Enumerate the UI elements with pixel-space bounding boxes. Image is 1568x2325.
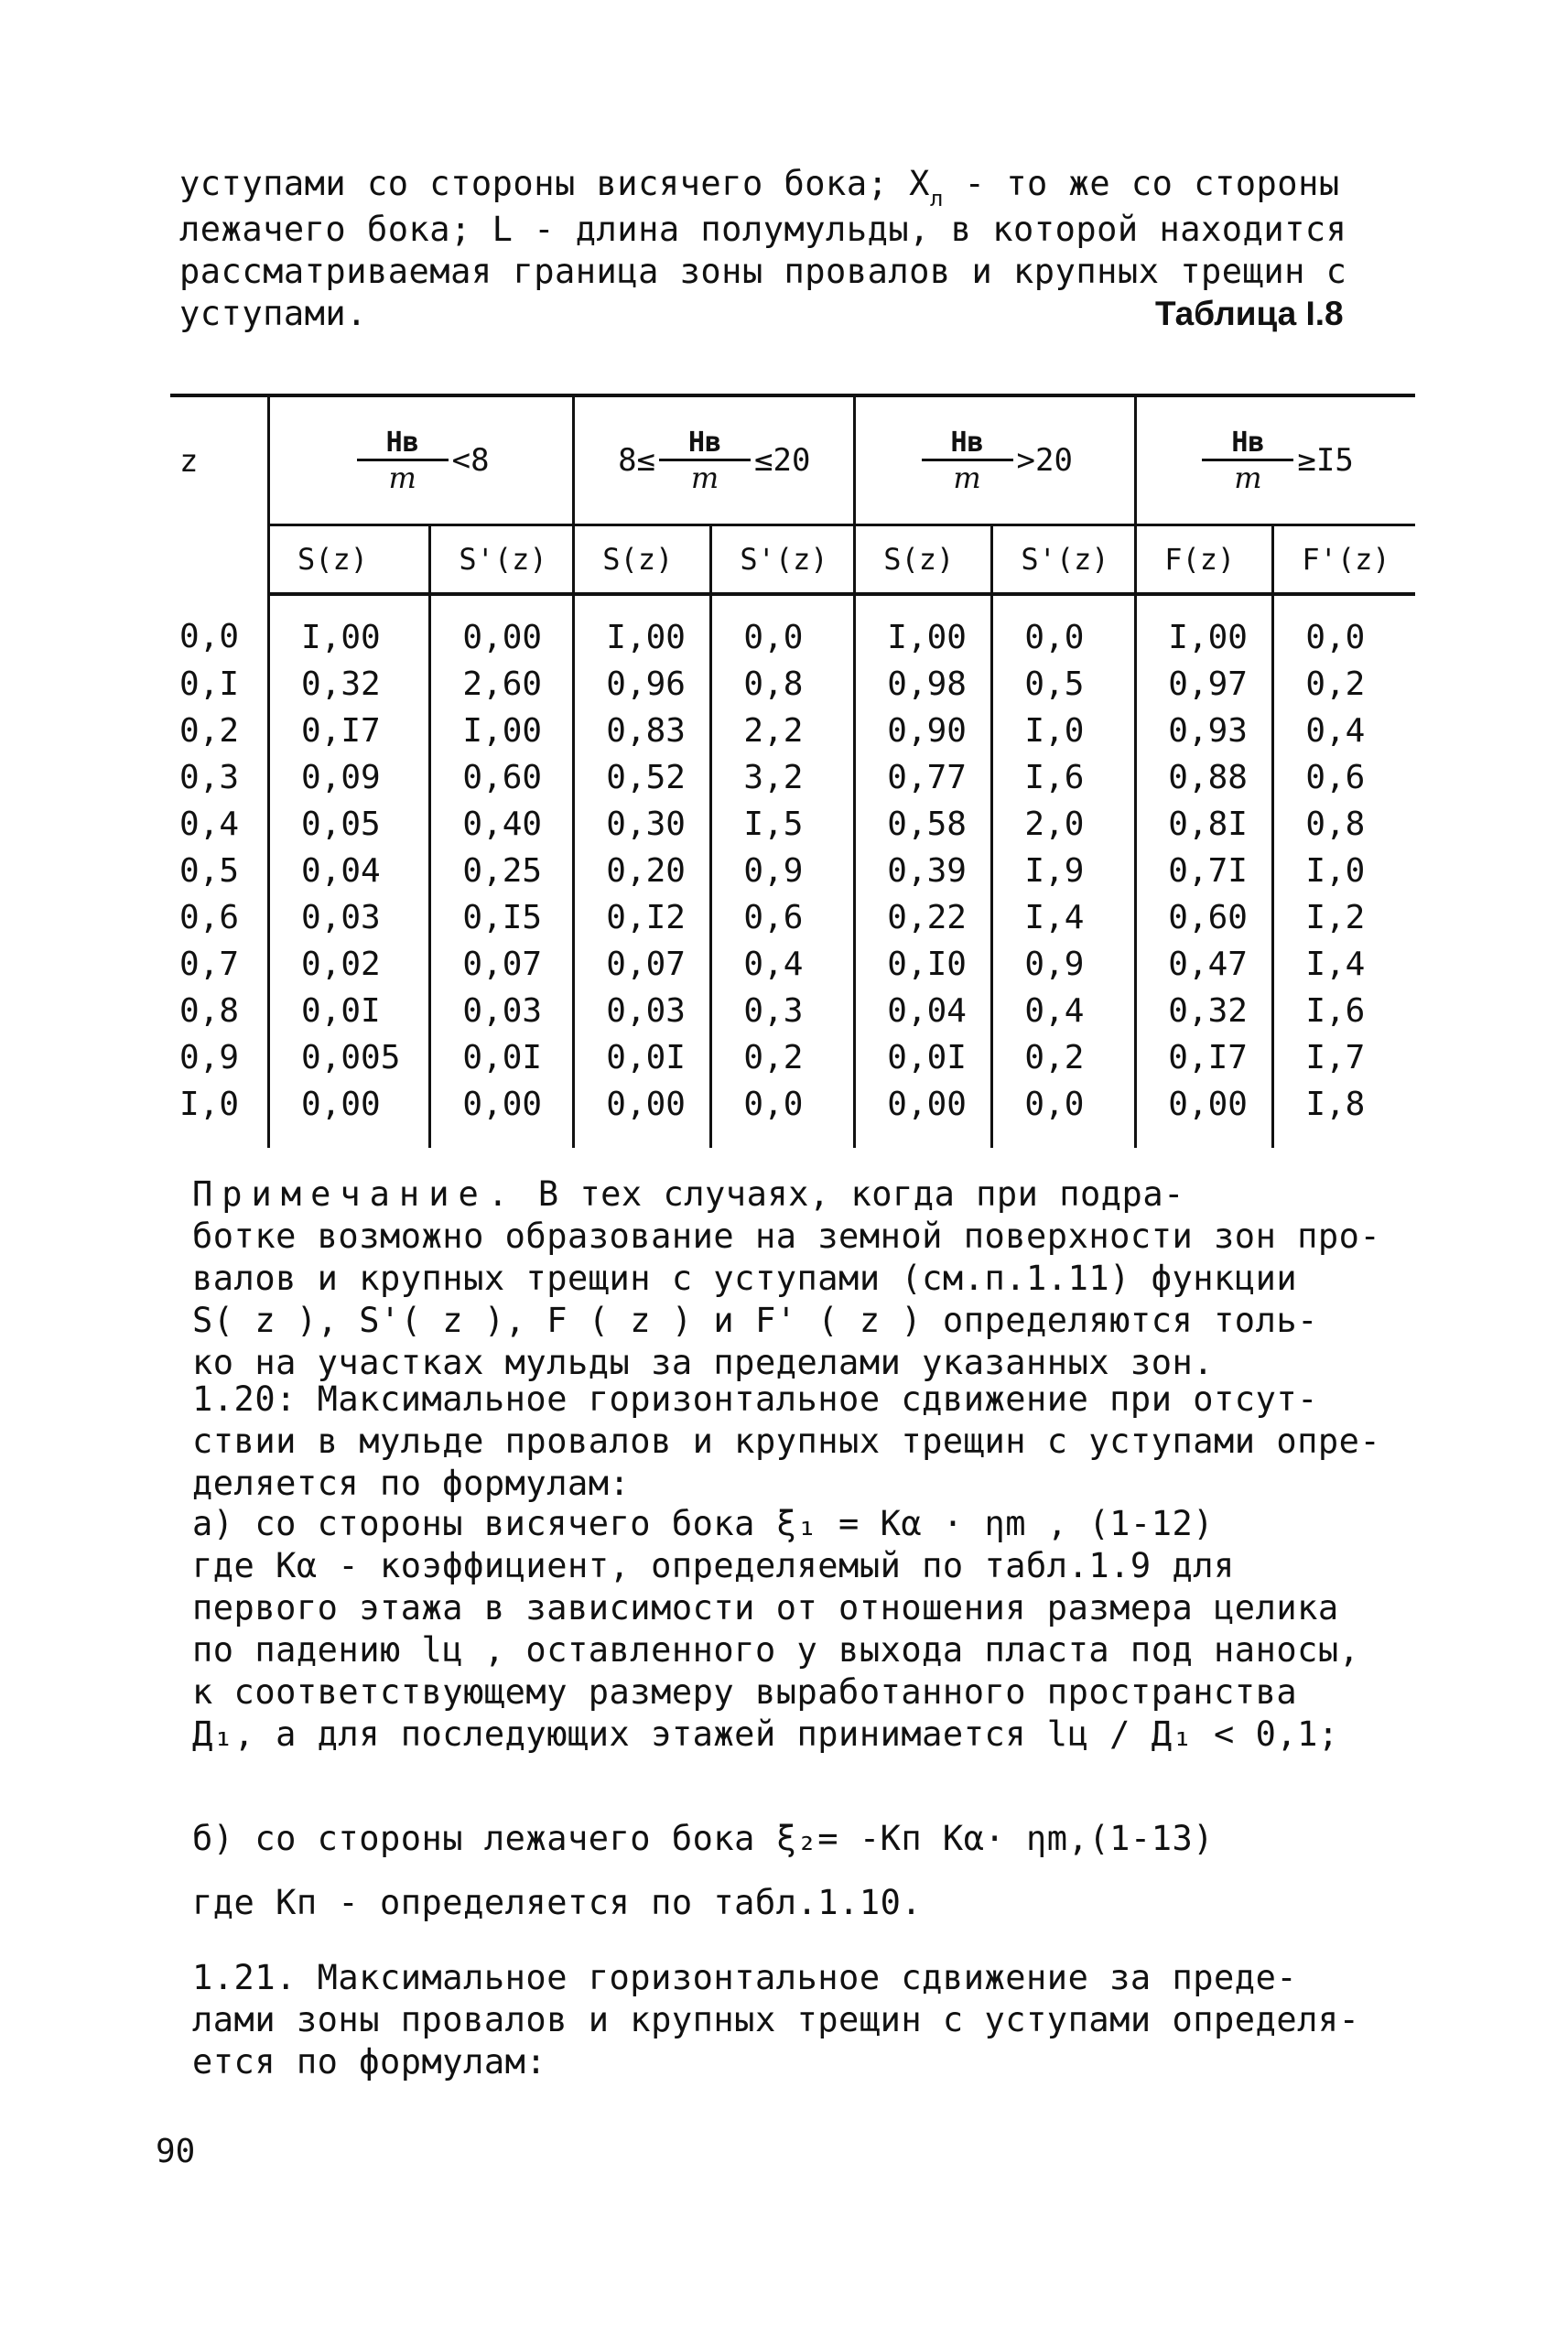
table-cell: I,6 bbox=[992, 754, 1136, 801]
section-1-20-paragraph bbox=[192, 1379, 1419, 1505]
z-value-cell: 0,4 bbox=[179, 806, 240, 843]
table-row bbox=[170, 594, 1415, 661]
p121-line-1: 1.21. Максимальное горизонтальное сдвижение за преде- bbox=[192, 1958, 1298, 1997]
note-line-5: ко на участках мульды за пределами указанных зон. bbox=[192, 1343, 1215, 1382]
table-cell: 0,93 bbox=[1136, 708, 1273, 754]
table-cell: 0,04 bbox=[855, 988, 992, 1034]
table-cell: I,2 bbox=[1273, 894, 1415, 941]
table-cell: 0,83 bbox=[574, 708, 711, 754]
z-value-cell: 0,0 bbox=[179, 618, 240, 655]
table-cell: 0,20 bbox=[574, 848, 711, 894]
sub-header-s: S(z) bbox=[574, 525, 711, 595]
table-cell: 0,22 bbox=[855, 894, 992, 941]
group-4-denominator: m bbox=[1234, 460, 1262, 495]
p120-line-2: ствии в мульде провалов и крупных трещин с уступами опре- bbox=[192, 1422, 1381, 1461]
intro-line-1-tail: - то же со стороны bbox=[943, 164, 1340, 203]
table-body bbox=[170, 594, 1415, 1148]
table-cell: 0,0 bbox=[711, 1081, 855, 1148]
group-3-suffix: >20 bbox=[1016, 442, 1073, 479]
table-cell: I,00 bbox=[269, 594, 430, 661]
note-line-4: S( z ), S'( z ), F ( z ) и F' ( z ) определяются толь- bbox=[192, 1301, 1318, 1340]
table-cell: 0,03 bbox=[269, 894, 430, 941]
pa-line-5: к соответствующему размеру выработанного пространства bbox=[192, 1672, 1298, 1712]
table-cell: 0,07 bbox=[430, 941, 574, 988]
z-value-cell: 0,5 bbox=[179, 852, 240, 890]
table-cell: 0,I0 bbox=[855, 941, 992, 988]
table-cell: 0,07 bbox=[574, 941, 711, 988]
table-cell: I,0 bbox=[992, 708, 1136, 754]
table-cell: 0,00 bbox=[855, 1081, 992, 1148]
note-title: Примечание. bbox=[192, 1174, 518, 1214]
table-row bbox=[170, 1081, 1415, 1148]
table-cell: 0,09 bbox=[269, 754, 430, 801]
table-cell: 0,6 bbox=[711, 894, 855, 941]
table-cell: 0,3 bbox=[711, 988, 855, 1034]
group-3-fraction bbox=[922, 427, 1013, 494]
table-cell: 0,0I bbox=[430, 1034, 574, 1081]
group-3-numerator: Hв bbox=[950, 426, 984, 459]
table-cell: I,9 bbox=[992, 848, 1136, 894]
table-cell: 0,25 bbox=[430, 848, 574, 894]
table-cell: 0,9 bbox=[992, 941, 1136, 988]
section-1-21-paragraph bbox=[192, 1957, 1419, 2083]
intro-line-3: рассматриваемая граница зоны провалов и крупных трещин с bbox=[179, 252, 1347, 291]
table-row bbox=[170, 941, 1415, 988]
table-cell: I,00 bbox=[430, 708, 574, 754]
table-cell: 0,03 bbox=[430, 988, 574, 1034]
table-cell: 0,00 bbox=[1136, 1081, 1273, 1148]
z-value-cell: I,0 bbox=[179, 1086, 240, 1123]
data-table bbox=[170, 394, 1415, 1148]
table-cell: 2,2 bbox=[711, 708, 855, 754]
note-line-3: валов и крупных трещин с уступами (см.п.1.11) функции bbox=[192, 1259, 1298, 1298]
table-cell: 0,04 bbox=[269, 848, 430, 894]
table-row bbox=[170, 708, 1415, 754]
table-cell: 0,0 bbox=[1273, 594, 1415, 661]
table-cell: 0,47 bbox=[1136, 941, 1273, 988]
table-cell: I,4 bbox=[992, 894, 1136, 941]
table-row bbox=[170, 661, 1415, 708]
table-cell: 0,00 bbox=[269, 1081, 430, 1148]
group-4-suffix: ≥I5 bbox=[1297, 442, 1354, 479]
pa-line-4: по падению lц , оставленного у выхода пласта под наносы, bbox=[192, 1630, 1360, 1670]
group-2-fraction bbox=[659, 427, 751, 494]
table-cell: 0,39 bbox=[855, 848, 992, 894]
table-cell: 0,52 bbox=[574, 754, 711, 801]
intro-line-1 bbox=[179, 163, 1424, 209]
table-caption: Таблица I.8 bbox=[1155, 295, 1344, 332]
formula-a-paragraph bbox=[192, 1503, 1419, 1756]
table-cell: 0,0I bbox=[574, 1034, 711, 1081]
table-cell: 0,77 bbox=[855, 754, 992, 801]
table-cell: I,4 bbox=[1273, 941, 1415, 988]
table-cell: 0,I7 bbox=[1136, 1034, 1273, 1081]
table-cell: 0,005 bbox=[269, 1034, 430, 1081]
table-row bbox=[170, 894, 1415, 941]
z-value-cell: 0,2 bbox=[179, 712, 240, 750]
group-2-numerator: Hв bbox=[687, 426, 722, 459]
table-cell: I,6 bbox=[1273, 988, 1415, 1034]
table-cell: 0,9 bbox=[711, 848, 855, 894]
group-4-fraction bbox=[1202, 427, 1293, 494]
table-cell: 0,00 bbox=[430, 1081, 574, 1148]
table-cell: 0,97 bbox=[1136, 661, 1273, 708]
x-subscript: л bbox=[929, 186, 944, 211]
note-paragraph bbox=[192, 1173, 1419, 1384]
table-cell: 0,4 bbox=[1273, 708, 1415, 754]
pb-line-2: где Kп - определяется по табл.1.10. bbox=[192, 1883, 923, 1922]
table-cell: I,8 bbox=[1273, 1081, 1415, 1148]
table-cell: 0,32 bbox=[1136, 988, 1273, 1034]
note-line-1-text: В тех случаях, когда при подра- bbox=[517, 1174, 1184, 1214]
group-1-denominator: m bbox=[388, 460, 416, 495]
group-1-suffix: <8 bbox=[451, 442, 490, 479]
table-cell: 0,60 bbox=[1136, 894, 1273, 941]
table-cell: 0,32 bbox=[269, 661, 430, 708]
table-cell: 0,0I bbox=[855, 1034, 992, 1081]
pa-line-3: первого этажа в зависимости от отношения размера целика bbox=[192, 1588, 1339, 1628]
z-value-cell: 0,6 bbox=[179, 899, 240, 936]
table-cell: 0,03 bbox=[574, 988, 711, 1034]
p120-line-1: 1.20: Максимальное горизонтальное сдвижение при отсут- bbox=[192, 1379, 1318, 1419]
group-2-prefix: 8≤ bbox=[618, 442, 656, 479]
note-line-1 bbox=[192, 1173, 1419, 1216]
table-cell: 0,60 bbox=[430, 754, 574, 801]
table-cell: 0,96 bbox=[574, 661, 711, 708]
table-cell: 0,30 bbox=[574, 801, 711, 848]
table-cell: 0,90 bbox=[855, 708, 992, 754]
table-cell: 2,60 bbox=[430, 661, 574, 708]
sub-header-s: S(z) bbox=[269, 525, 430, 595]
z-value-cell: 0,8 bbox=[179, 992, 240, 1030]
table-row bbox=[170, 1034, 1415, 1081]
table-cell: 0,I5 bbox=[430, 894, 574, 941]
note-line-2: ботке возможно образование на земной поверхности зон про- bbox=[192, 1217, 1381, 1256]
group-2-suffix: ≤20 bbox=[754, 442, 811, 479]
table-cell: 0,I7 bbox=[269, 708, 430, 754]
table-row bbox=[170, 988, 1415, 1034]
table-cell: 0,8I bbox=[1136, 801, 1273, 848]
z-value-cell: 0,9 bbox=[179, 1039, 240, 1076]
intro-line-1-text: уступами со стороны висячего бока; X bbox=[179, 164, 930, 203]
table-cell: 0,05 bbox=[269, 801, 430, 848]
table-cell: I,00 bbox=[1136, 594, 1273, 661]
table-cell: 0,2 bbox=[711, 1034, 855, 1081]
group-3-denominator: m bbox=[953, 460, 981, 495]
p120-line-3: деляется по формулам: bbox=[192, 1464, 631, 1503]
sub-header-s-prime: S'(z) bbox=[992, 525, 1136, 595]
table-cell: 0,4 bbox=[711, 941, 855, 988]
table-cell: 0,40 bbox=[430, 801, 574, 848]
table-group-header-row bbox=[170, 395, 1415, 525]
table-cell: I,0 bbox=[1273, 848, 1415, 894]
table-cell: 0,0I bbox=[269, 988, 430, 1034]
table-row bbox=[170, 848, 1415, 894]
table-cell: 0,4 bbox=[992, 988, 1136, 1034]
group-header-3 bbox=[855, 395, 1136, 525]
group-header-1 bbox=[269, 395, 574, 525]
table-sub-header-row bbox=[170, 525, 1415, 595]
table-row bbox=[170, 801, 1415, 848]
sub-header-f-prime: F'(z) bbox=[1273, 525, 1415, 595]
table-cell: 0,2 bbox=[992, 1034, 1136, 1081]
table-cell: 0,02 bbox=[269, 941, 430, 988]
group-1-fraction bbox=[357, 427, 449, 494]
table-cell: 0,00 bbox=[430, 594, 574, 661]
table-cell: 0,88 bbox=[1136, 754, 1273, 801]
sub-header-f: F(z) bbox=[1136, 525, 1273, 595]
pa-line-6: Д₁, а для последующих этажей принимается lц / Д₁ < 0,1; bbox=[192, 1714, 1339, 1754]
table-cell: 0,98 bbox=[855, 661, 992, 708]
group-1-numerator: Hв bbox=[385, 426, 419, 459]
group-4-numerator: Hв bbox=[1231, 426, 1265, 459]
table-cell: 0,2 bbox=[1273, 661, 1415, 708]
p121-line-2: лами зоны провалов и крупных трещин с уступами определя- bbox=[192, 2000, 1360, 2039]
group-header-2 bbox=[574, 395, 855, 525]
table-cell: 2,0 bbox=[992, 801, 1136, 848]
z-column-header: z bbox=[170, 395, 269, 594]
table-cell: 0,0 bbox=[992, 1081, 1136, 1148]
table-cell: I,00 bbox=[574, 594, 711, 661]
table-cell: 3,2 bbox=[711, 754, 855, 801]
table-cell: 0,8 bbox=[711, 661, 855, 708]
page-number: 90 bbox=[156, 2133, 196, 2170]
z-value-cell: 0,3 bbox=[179, 759, 240, 796]
table-cell: I,7 bbox=[1273, 1034, 1415, 1081]
table-cell: 0,6 bbox=[1273, 754, 1415, 801]
table-cell: 0,8 bbox=[1273, 801, 1415, 848]
table-cell: 0,0 bbox=[711, 594, 855, 661]
z-value-cell: 0,I bbox=[179, 665, 240, 703]
sub-header-s: S(z) bbox=[855, 525, 992, 595]
intro-line-2: лежачего бока; L - длина полумульды, в которой находится bbox=[179, 210, 1347, 249]
table-cell: 0,I2 bbox=[574, 894, 711, 941]
group-header-4 bbox=[1136, 395, 1415, 525]
intro-line-4: уступами. bbox=[179, 294, 367, 333]
table-cell: I,00 bbox=[855, 594, 992, 661]
sub-header-s-prime: S'(z) bbox=[711, 525, 855, 595]
pa-line-1: а) со стороны висячего бока ξ₁ = Kα · ηm , (1-12) bbox=[192, 1504, 1215, 1543]
table-cell: 0,58 bbox=[855, 801, 992, 848]
z-value-cell: 0,7 bbox=[179, 946, 240, 983]
pb-line-1: б) со стороны лежачего бока ξ₂= -Kп Kα· ηm,(1-13) bbox=[192, 1819, 1215, 1858]
pa-line-2: где Kα - коэффициент, определяемый по табл.1.9 для bbox=[192, 1546, 1235, 1585]
sub-header-s-prime: S'(z) bbox=[430, 525, 574, 595]
p121-line-3: ется по формулам: bbox=[192, 2042, 547, 2082]
group-2-denominator: m bbox=[690, 460, 719, 495]
table-row bbox=[170, 754, 1415, 801]
table-cell: 0,7I bbox=[1136, 848, 1273, 894]
table-cell: 0,00 bbox=[574, 1081, 711, 1148]
table-cell: 0,0 bbox=[992, 594, 1136, 661]
formula-b-paragraph bbox=[192, 1818, 1419, 1924]
table-cell: 0,5 bbox=[992, 661, 1136, 708]
table-cell: I,5 bbox=[711, 801, 855, 848]
